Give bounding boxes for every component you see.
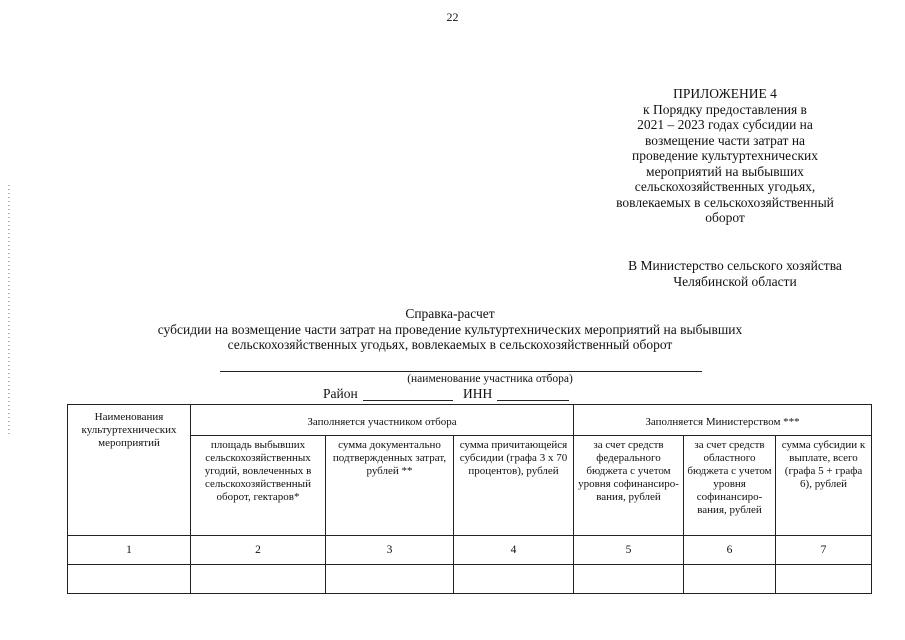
- appendix-line: вовлекаемых в сельскохозяйственный: [616, 194, 834, 210]
- header-regional-budget: за счет средств областного бюджета с учетом уровня софинансиро-вания, рублей: [684, 436, 776, 536]
- appendix-line: сельскохозяйственных угодьях,: [634, 179, 816, 194]
- table-row-empty: [68, 565, 872, 594]
- header-activity-names: Наименования культуртехнических мероприятий: [68, 405, 191, 536]
- header-total-subsidy: сумма субсидии к выплате, всего (графа 5 + графа 6), рублей: [776, 436, 872, 536]
- header-group-participant: Заполняется участником отбора: [191, 405, 574, 436]
- table-cell[interactable]: [684, 565, 776, 594]
- calculation-table: [67, 404, 872, 594]
- header-subsidy-due: сумма причитающейся субсидии (графа 3 х 70 процентов), рублей: [454, 436, 574, 536]
- column-number: 4: [454, 536, 574, 565]
- header-federal-budget: за счет средств федерального бюджета с учетом уровня софинансиро-вания, рублей: [574, 436, 684, 536]
- table-row-column-numbers: [68, 536, 872, 565]
- table-cell[interactable]: [68, 565, 191, 594]
- title-line: Справка-расчет: [405, 306, 495, 321]
- participant-name-line: [220, 371, 702, 372]
- column-number: 2: [191, 536, 326, 565]
- header-area: площадь выбывших сельскохозяйственных угодий, вовлеченных в сельскохозяйственный оборот, гектаров*: [191, 436, 326, 536]
- recipient-line: В Министерство сельского хозяйства: [628, 258, 842, 273]
- table-cell[interactable]: [454, 565, 574, 594]
- inn-label: ИНН: [463, 386, 493, 401]
- inn-field-line: [497, 400, 569, 401]
- appendix-line: оборот: [705, 210, 745, 225]
- title-line: субсидии на возмещение части затрат на проведение культуртехнических мероприятий на выбывших: [157, 321, 743, 337]
- district-field-line: [363, 400, 453, 401]
- recipient-line: Челябинской области: [673, 273, 797, 289]
- appendix-line: к Порядку предоставления в: [643, 101, 807, 117]
- page-number: 22: [446, 10, 459, 24]
- column-number: 1: [68, 536, 191, 565]
- scan-margin-marks: [8, 185, 10, 435]
- appendix-header: [580, 86, 870, 226]
- document-title: [100, 306, 800, 353]
- appendix-line: 2021 – 2023 годах субсидии на: [637, 117, 813, 132]
- district-label: Район: [323, 386, 358, 401]
- table-cell[interactable]: [326, 565, 454, 594]
- appendix-line: ПРИЛОЖЕНИЕ 4: [673, 86, 777, 101]
- recipient-block: [590, 258, 880, 289]
- table-cell[interactable]: [191, 565, 326, 594]
- appendix-line: проведение культуртехнических: [631, 148, 818, 163]
- column-number: 7: [776, 536, 872, 565]
- title-line: сельскохозяйственных угодьях, вовлекаемых в сельскохозяйственный оборот: [227, 337, 673, 352]
- appendix-line: мероприятий на выбывших: [646, 163, 804, 179]
- column-number: 3: [326, 536, 454, 565]
- column-number: 6: [684, 536, 776, 565]
- header-group-ministry: Заполняется Министерством ***: [574, 405, 872, 436]
- participant-caption: (наименование участника отбора): [407, 373, 573, 385]
- column-number: 5: [574, 536, 684, 565]
- table-cell[interactable]: [776, 565, 872, 594]
- table-cell[interactable]: [574, 565, 684, 594]
- appendix-line: возмещение части затрат на: [644, 132, 806, 148]
- header-confirmed-costs: сумма документально подтвержденных затрат, рублей **: [326, 436, 454, 536]
